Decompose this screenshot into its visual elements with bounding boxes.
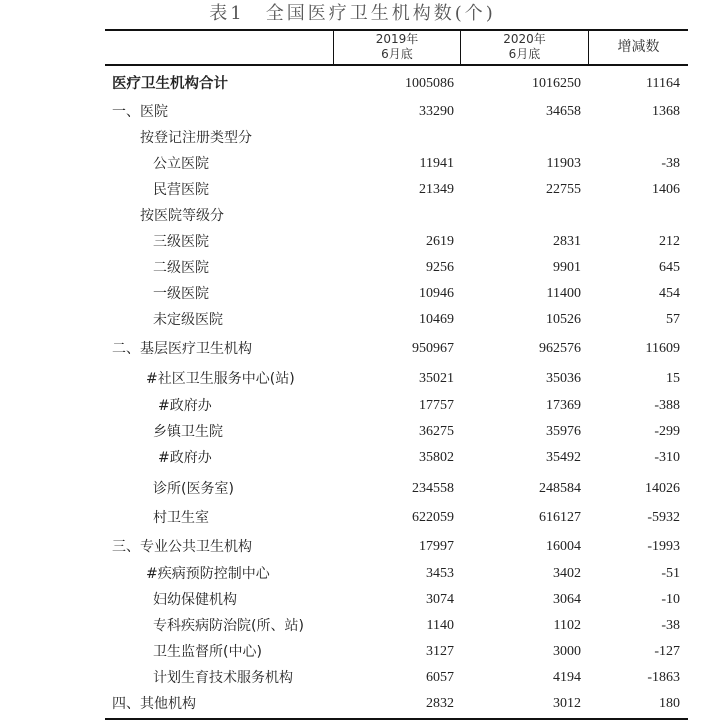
table-row	[105, 561, 688, 587]
table-row	[105, 366, 688, 392]
value-change: 180	[659, 696, 680, 711]
header-2020-month: 6月底	[508, 47, 541, 61]
table-row	[105, 151, 688, 177]
header-2020-year: 2020年	[503, 32, 546, 46]
value-2020: 17369	[546, 398, 581, 413]
value-2019: 3127	[426, 644, 454, 659]
value-2020: 11400	[546, 286, 581, 301]
value-change: -310	[654, 450, 680, 465]
value-2019: 17997	[419, 539, 454, 554]
table-row	[105, 613, 688, 639]
value-2020: 616127	[539, 510, 581, 525]
value-2020: 3000	[553, 644, 581, 659]
value-change: 454	[659, 286, 680, 301]
value-2020: 35036	[546, 371, 581, 386]
row-label: 四、其他机构	[112, 696, 196, 712]
value-change: 645	[659, 260, 680, 275]
table-row	[105, 281, 688, 307]
row-label: #政府办	[158, 450, 212, 466]
table-row	[105, 229, 688, 255]
table-row	[105, 255, 688, 281]
value-change: 1368	[652, 104, 680, 119]
row-label: 卫生监督所(中心)	[153, 644, 262, 660]
value-2020: 22755	[546, 182, 581, 197]
row-label: 公立医院	[153, 156, 209, 172]
header-change: 增减数	[617, 38, 660, 55]
table-row	[105, 476, 688, 502]
value-2019: 2619	[426, 234, 454, 249]
value-2020: 35492	[546, 450, 581, 465]
row-label: 二、基层医疗卫生机构	[112, 341, 252, 357]
table-row	[105, 307, 688, 333]
table-header	[105, 29, 688, 64]
value-2019: 21349	[419, 182, 454, 197]
value-2019: 2832	[426, 696, 454, 711]
value-2019: 234558	[412, 481, 454, 496]
row-label: 乡镇卫生院	[153, 424, 223, 440]
table-row	[105, 336, 688, 362]
value-2019: 11941	[419, 156, 454, 171]
value-2020: 1102	[553, 618, 581, 633]
table-row-subheading	[105, 125, 688, 151]
value-change: -127	[654, 644, 680, 659]
value-change: -38	[661, 156, 680, 171]
value-change: -5932	[647, 510, 680, 525]
value-change: -1863	[647, 670, 680, 685]
value-change: -10	[661, 592, 680, 607]
value-2019: 17757	[419, 398, 454, 413]
value-2020: 248584	[539, 481, 581, 496]
row-label: #社区卫生服务中心(站)	[146, 371, 295, 387]
value-2020: 4194	[553, 670, 581, 685]
value-2019: 622059	[412, 510, 454, 525]
header-category	[105, 30, 333, 64]
row-label: 村卫生室	[153, 510, 209, 526]
value-2020: 10526	[546, 312, 581, 327]
value-2019: 33290	[419, 104, 454, 119]
value-change: 14026	[645, 481, 680, 496]
value-2020: 11903	[546, 156, 581, 171]
value-change: -51	[661, 566, 680, 581]
table-row	[105, 177, 688, 203]
value-change: 212	[659, 234, 680, 249]
row-label: #政府办	[158, 398, 212, 414]
row-label: 医疗卫生机构合计	[112, 76, 228, 92]
value-2019: 1005086	[405, 76, 454, 91]
value-2019: 10469	[419, 312, 454, 327]
table-bottom-border	[105, 718, 688, 720]
value-change: -38	[661, 618, 680, 633]
value-change: -388	[654, 398, 680, 413]
value-2020: 3012	[553, 696, 581, 711]
header-2019-year: 2019年	[375, 32, 419, 46]
value-2019: 950967	[412, 341, 454, 356]
table-row	[105, 99, 688, 125]
header-2020	[461, 30, 588, 64]
value-2020: 1016250	[532, 76, 581, 91]
row-label: 一级医院	[153, 286, 209, 302]
row-label: 未定级医院	[153, 312, 223, 328]
value-2019: 36275	[419, 424, 454, 439]
table-row	[105, 419, 688, 445]
value-2019: 9256	[426, 260, 454, 275]
table-row	[105, 665, 688, 691]
table-row	[105, 639, 688, 665]
value-2019: 1140	[426, 618, 454, 633]
value-2019: 3453	[426, 566, 454, 581]
table-title: 表1 全国医疗卫生机构数(个)	[209, 3, 496, 24]
table-row-subheading	[105, 203, 688, 229]
row-label: 一、医院	[112, 104, 168, 120]
table-row	[105, 445, 688, 471]
row-label: 按医院等级分	[140, 208, 224, 224]
value-change: -299	[654, 424, 680, 439]
value-2019: 35802	[419, 450, 454, 465]
value-change: 57	[666, 312, 680, 327]
header-2019-month: 6月底	[381, 47, 413, 61]
row-label: 按登记注册类型分	[140, 130, 252, 146]
value-change: 11609	[645, 341, 680, 356]
value-change: -1993	[647, 539, 680, 554]
row-label: 三、专业公共卫生机构	[112, 539, 252, 555]
row-label: #疾病预防控制中心	[146, 566, 270, 582]
value-2020: 16004	[546, 539, 581, 554]
value-2019: 35021	[419, 371, 454, 386]
table-row	[105, 393, 688, 419]
value-2019: 10946	[419, 286, 454, 301]
row-label: 计划生育技术服务机构	[153, 670, 293, 686]
value-change: 1406	[652, 182, 680, 197]
value-2020: 34658	[546, 104, 581, 119]
value-2020: 35976	[546, 424, 581, 439]
value-2019: 6057	[426, 670, 454, 685]
row-label: 妇幼保健机构	[153, 592, 237, 608]
row-label: 民营医院	[153, 182, 209, 198]
value-2020: 2831	[553, 234, 581, 249]
value-change: 15	[666, 371, 680, 386]
header-bottom-border	[105, 64, 688, 66]
table-row	[105, 587, 688, 613]
value-change: 11164	[646, 76, 680, 91]
value-2020: 3402	[553, 566, 581, 581]
table-row-total	[105, 71, 688, 97]
row-label: 三级医院	[153, 234, 209, 250]
row-label: 二级医院	[153, 260, 209, 276]
header-2019	[334, 30, 460, 64]
value-2020: 962576	[539, 341, 581, 356]
table-row	[105, 691, 688, 717]
table-row	[105, 505, 688, 531]
row-label: 专科疾病防治院(所、站)	[153, 618, 304, 634]
table-row	[105, 534, 688, 560]
value-2020: 9901	[553, 260, 581, 275]
row-label: 诊所(医务室)	[153, 481, 234, 497]
value-2020: 3064	[553, 592, 581, 607]
value-2019: 3074	[426, 592, 454, 607]
